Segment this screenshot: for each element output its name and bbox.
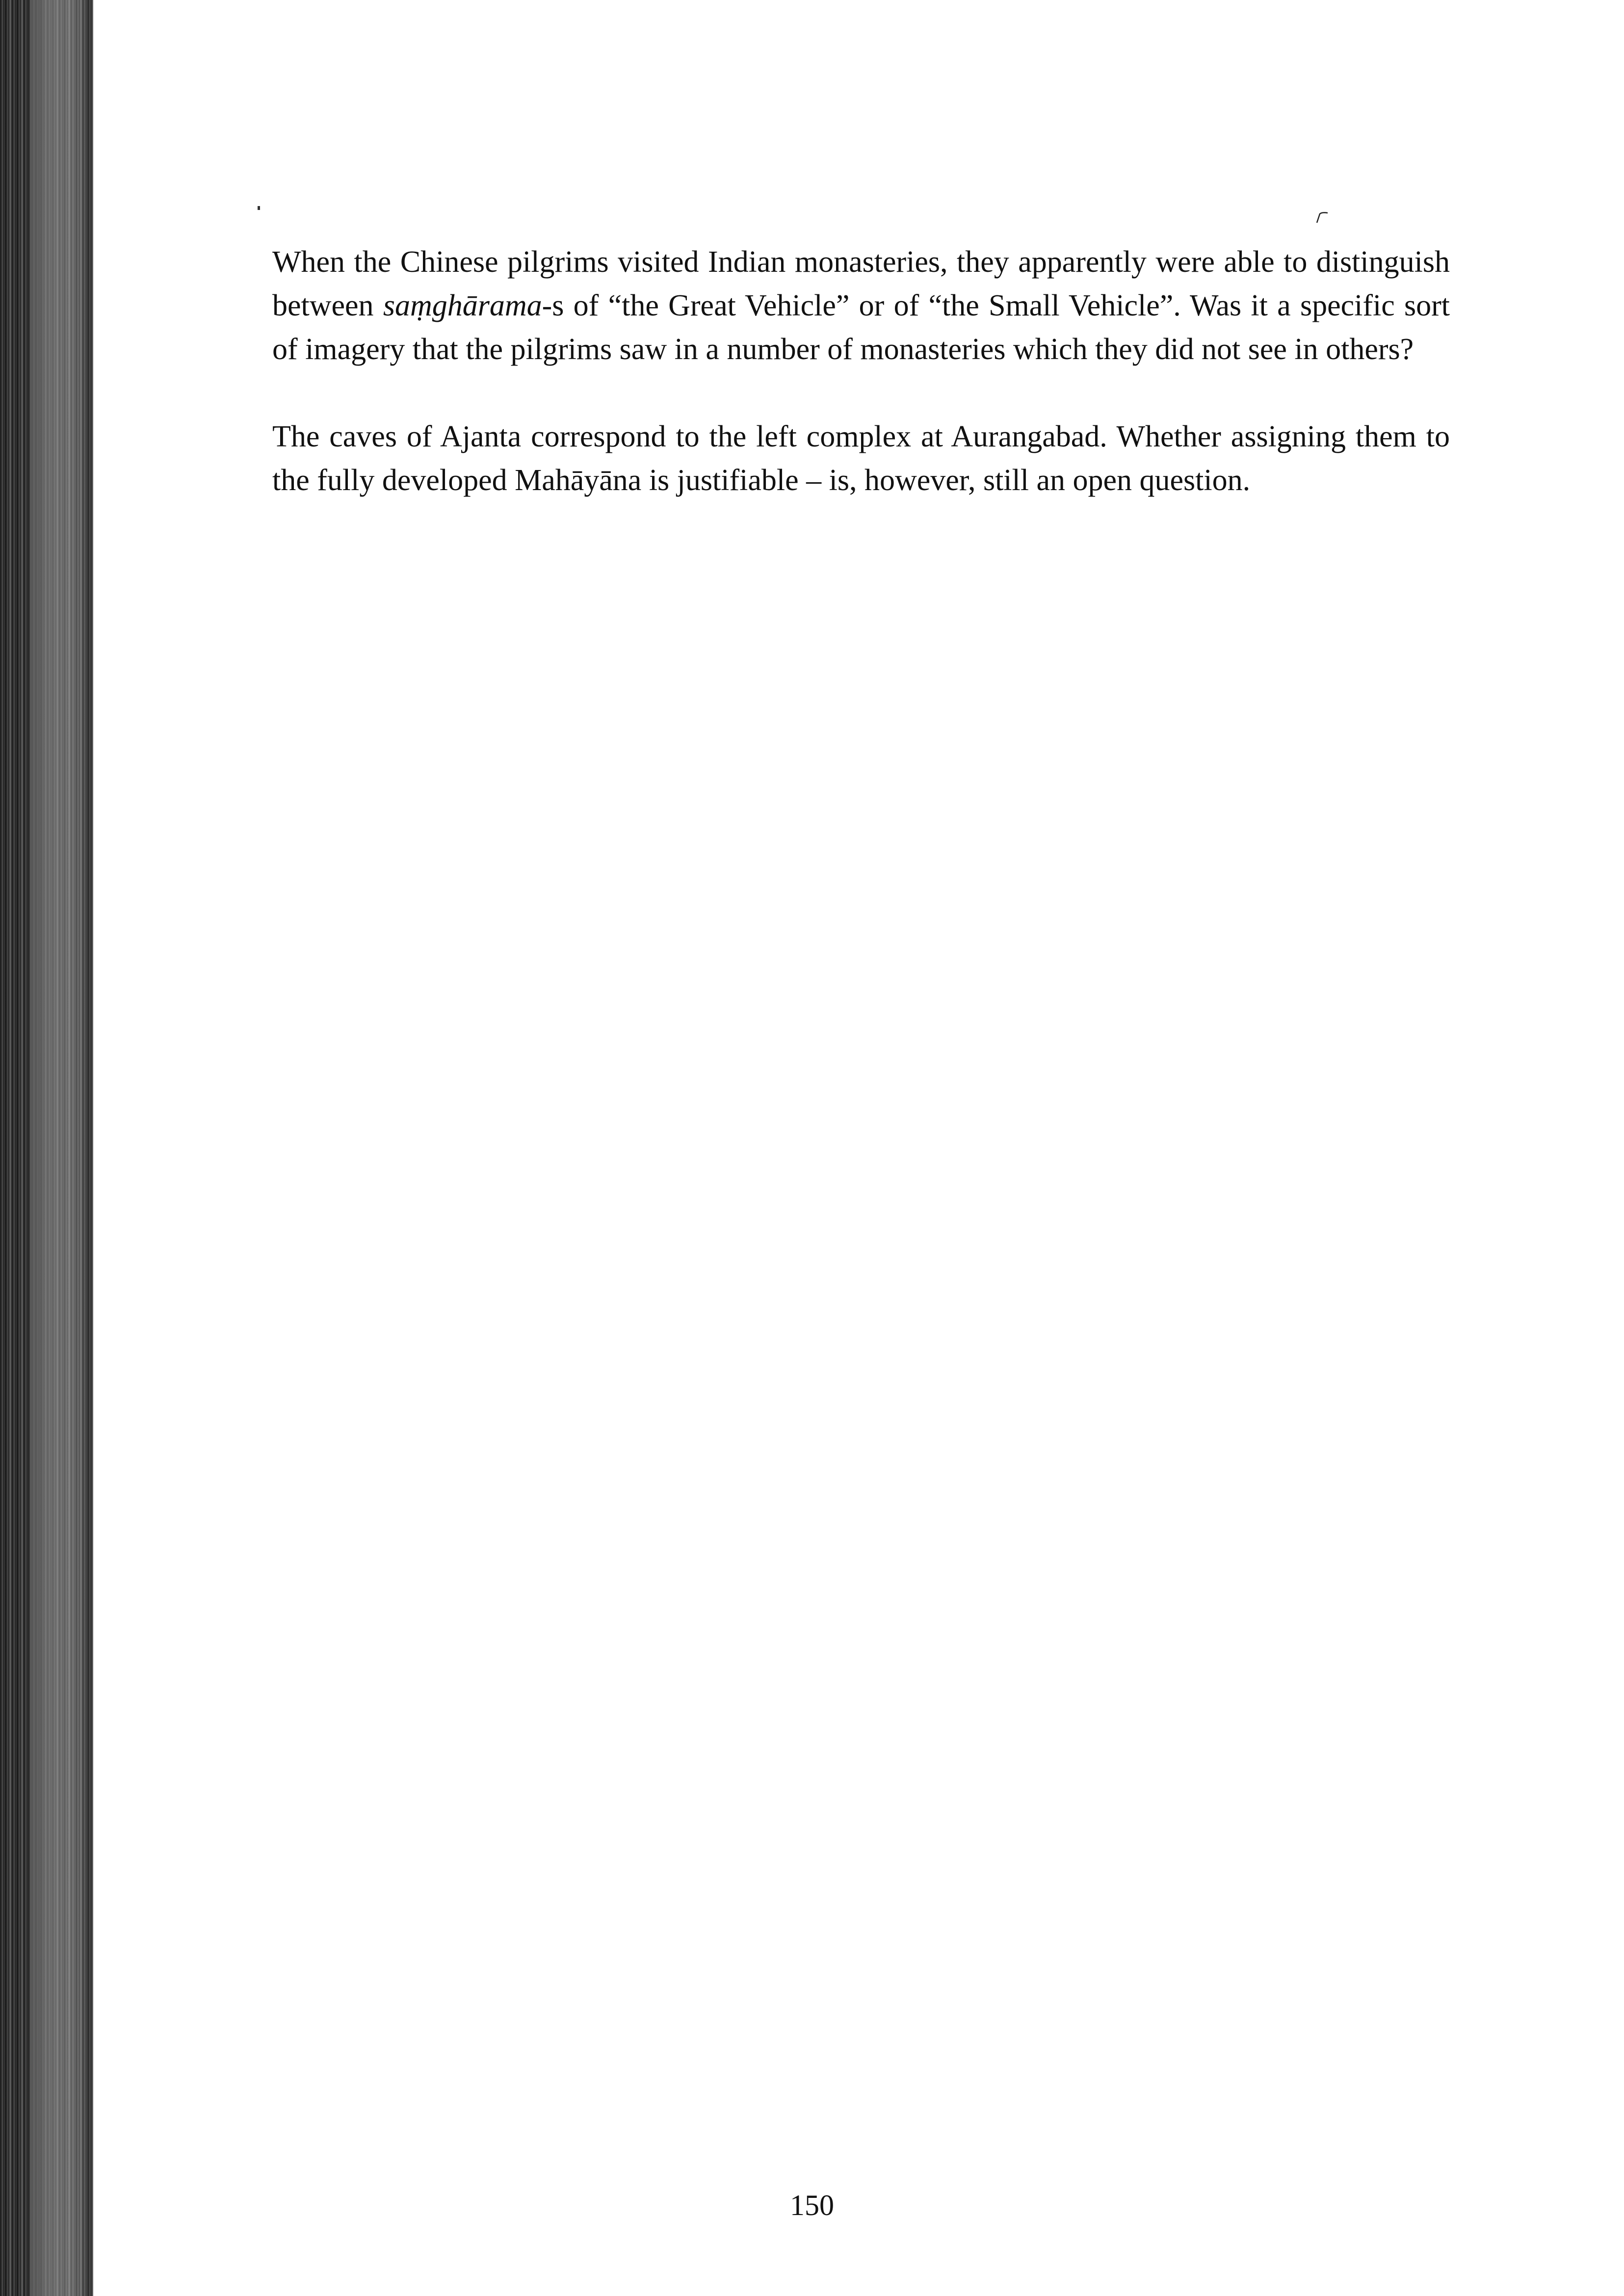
scan-speck — [258, 206, 260, 210]
paragraph-2: The caves of Ajanta correspond to the left complex at Aurangabad. Whether assigning them to the fully developed Mahāyāna is justifiable – is, however, still an open question. — [272, 420, 1450, 497]
paragraph-1 — [272, 240, 1450, 371]
scan-shadow-edge — [0, 0, 93, 2296]
page-number: 150 — [790, 2189, 834, 2221]
page-body — [272, 240, 1450, 502]
handwritten-tick-mark — [1315, 211, 1330, 224]
paragraph-1-text-b: -s of “the Great Vehicle” or of “the Small Vehicle”. Was it a specific sort of imagery that the pilgrims saw in a number of monasteries which they did not see in others? — [272, 289, 1450, 366]
paragraph-1-sanskrit-term: saṃghārama — [383, 289, 542, 322]
paragraph-1-text-a: When the Chinese pilgrims visited Indian monasteries, they apparently were able to distinguish between — [272, 245, 1450, 322]
